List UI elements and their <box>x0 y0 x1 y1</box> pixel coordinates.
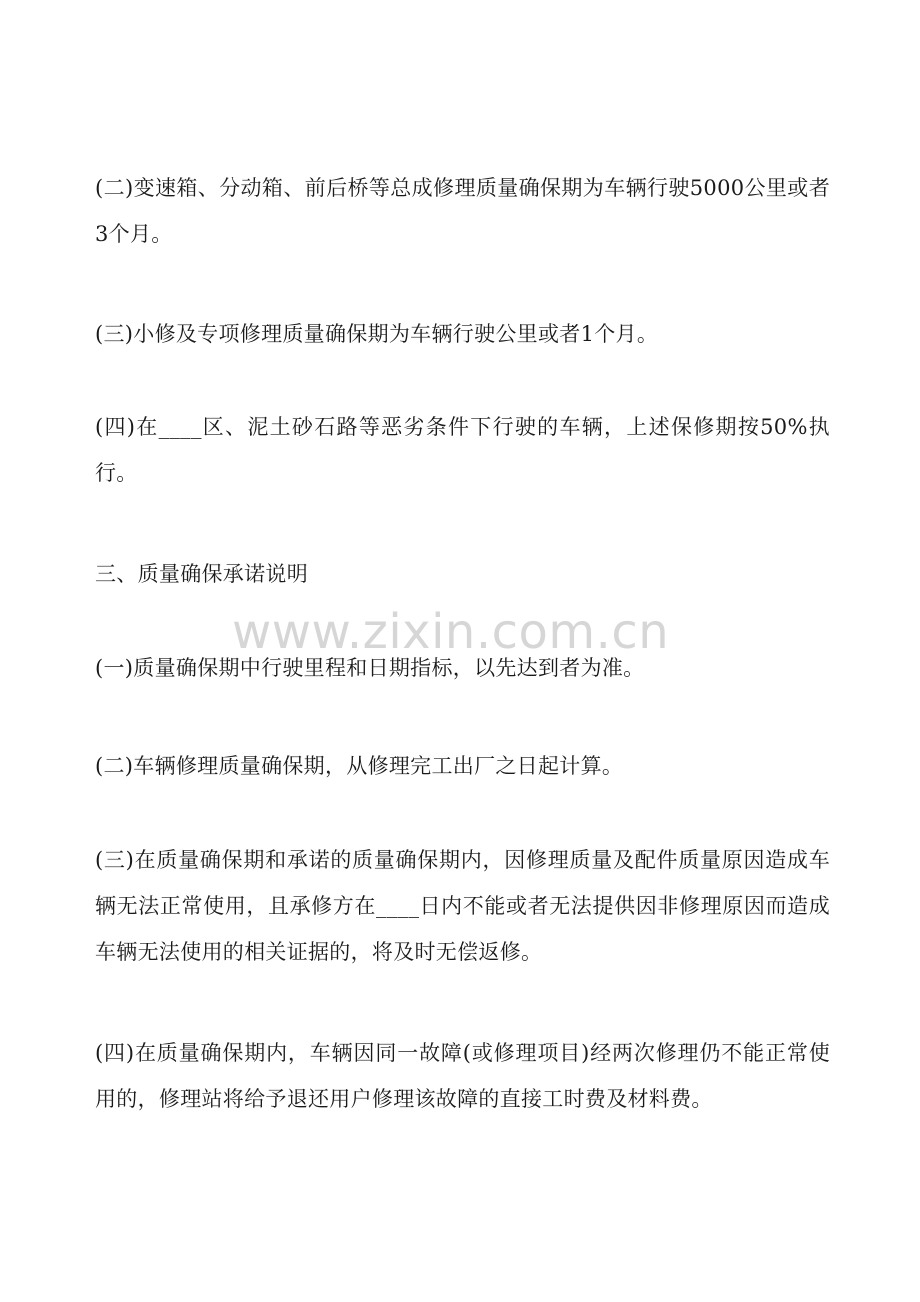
paragraph-harsh-condition-warranty: (四)在____区、泥土砂石路等恶劣条件下行驶的车辆，上述保修期按50%执行。 <box>95 415 830 485</box>
paragraph-refund-after-two-repairs: (四)在质量确保期内，车辆因同一故障(或修理项目)经两次修理仍不能正常使用的，修理站将给予退还用户修理该故障的直接工时费及材料费。 <box>95 1041 830 1111</box>
paragraph-warranty-start-date: (二)车辆修理质量确保期，从修理完工出厂之日起计算。 <box>95 754 624 778</box>
paragraph-mileage-date-indicator: (一)质量确保期中行驶里程和日期指标，以先达到者为准。 <box>95 656 645 680</box>
paragraph-gearbox-warranty: (二)变速箱、分动箱、前后桥等总成修理质量确保期为车辆行驶5000公里或者3个月。 <box>95 176 830 246</box>
paragraph-minor-repair-warranty: (三)小修及专项修理质量确保期为车辆行驶公里或者1个月。 <box>95 322 659 346</box>
watermark: www.zixin.com.cn <box>232 604 670 660</box>
paragraph-free-rework: (三)在质量确保期和承诺的质量确保期内，因修理质量及配件质量原因造成车辆无法正常使用，且承修方在____日内不能或者无法提供因非修理原因而造成车辆无法使用的相关证据的，将及时无偿返修。 <box>95 848 830 964</box>
section-heading-warranty-commitment: 三、质量确保承诺说明 <box>95 562 308 586</box>
